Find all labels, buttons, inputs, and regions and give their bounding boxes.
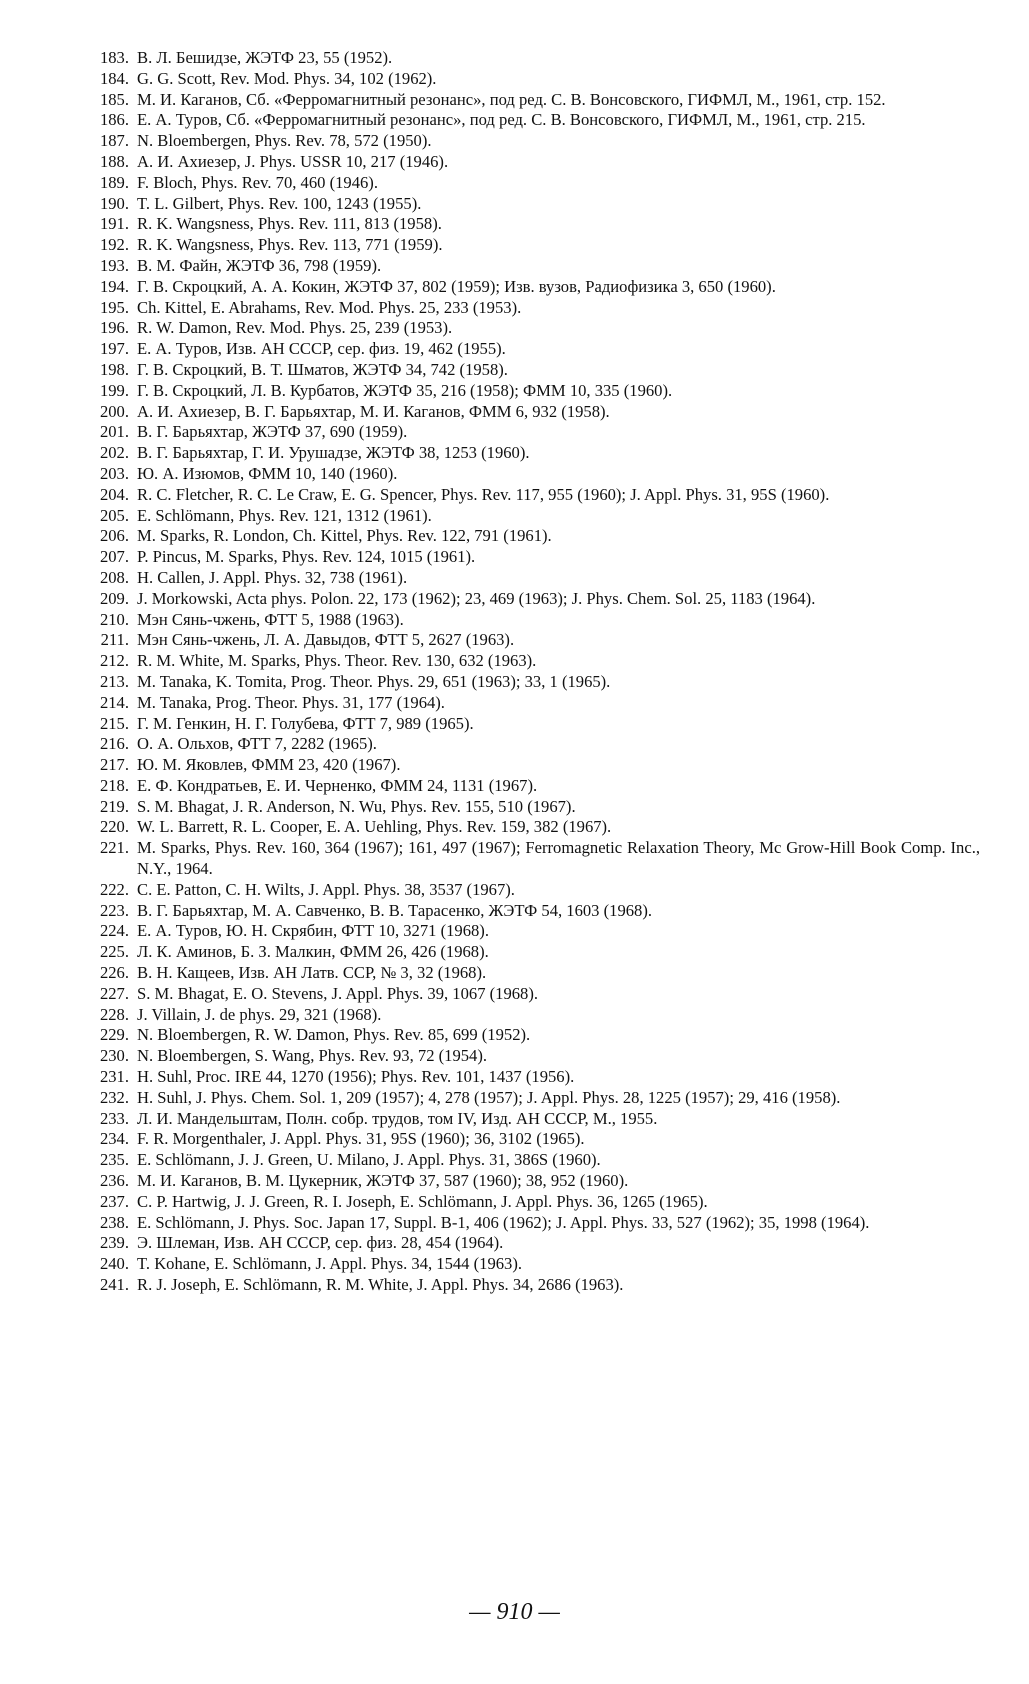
reference-text: М. И. Каганов, В. М. Цукерник, ЖЭТФ 37, 587 (1960); 38, 952 (1960).	[137, 1171, 629, 1191]
reference-text: А. И. Ахиезер, В. Г. Барьяхтар, М. И. Каганов, ФММ 6, 932 (1958).	[137, 401, 610, 421]
reference-text: Е. Ф. Кондратьев, Е. И. Черненко, ФММ 24, 1131 (1967).	[137, 775, 538, 795]
reference-item	[75, 1233, 980, 1254]
reference-item	[75, 90, 980, 111]
reference-text: Мэн Сянь-чжень, Л. А. Давыдов, ФТТ 5, 2627 (1963).	[137, 630, 515, 650]
reference-text: H. Callen, J. Appl. Phys. 32, 738 (1961).	[137, 567, 408, 587]
reference-text: Е. А. Туров, Ю. Н. Скрябин, ФТТ 10, 3271 (1968).	[137, 921, 489, 941]
reference-item	[75, 776, 980, 797]
reference-item	[75, 69, 980, 90]
reference-text: Е. А. Туров, Изв. АН СССР, сер. физ. 19, 462 (1955).	[137, 339, 506, 359]
reference-number: 236.	[99, 1171, 129, 1191]
reference-item	[75, 298, 980, 319]
reference-item	[75, 880, 980, 901]
reference-number: 219.	[99, 796, 129, 816]
reference-text: Л. И. Мандельштам, Полн. собр. трудов, том IV, Изд. АН СССР, М., 1955.	[137, 1108, 658, 1128]
reference-item	[75, 1192, 980, 1213]
reference-number: 234.	[99, 1129, 129, 1149]
reference-number: 204.	[99, 484, 129, 504]
reference-item	[75, 1005, 980, 1026]
reference-number: 223.	[99, 900, 129, 920]
reference-number: 196.	[99, 318, 129, 338]
reference-text: M. Sparks, R. London, Ch. Kittel, Phys. Rev. 122, 791 (1961).	[137, 526, 552, 546]
reference-item	[75, 942, 980, 963]
reference-item	[75, 817, 980, 838]
reference-number: 238.	[99, 1212, 129, 1232]
reference-text: В. Л. Бешидзе, ЖЭТФ 23, 55 (1952).	[137, 48, 393, 67]
reference-text: R. M. White, M. Sparks, Phys. Theor. Rev. 130, 632 (1963).	[137, 651, 537, 671]
reference-number: 228.	[99, 1004, 129, 1024]
reference-text: S. M. Bhagat, E. O. Stevens, J. Appl. Phys. 39, 1067 (1968).	[137, 983, 539, 1003]
reference-item	[75, 402, 980, 423]
reference-text: Г. В. Скроцкий, Л. В. Курбатов, ЖЭТФ 35, 216 (1958); ФММ 10, 335 (1960).	[137, 380, 673, 400]
reference-text: M. Tanaka, Prog. Theor. Phys. 31, 177 (1964).	[137, 692, 445, 712]
reference-item	[75, 464, 980, 485]
reference-number: 240.	[99, 1254, 129, 1274]
reference-text: H. Suhl, Proc. IRE 44, 1270 (1956); Phys. Rev. 101, 1437 (1956).	[137, 1067, 575, 1087]
reference-item	[75, 173, 980, 194]
reference-text: О. А. Ольхов, ФТТ 7, 2282 (1965).	[137, 734, 377, 754]
reference-number: 189.	[99, 172, 129, 192]
reference-number: 183.	[99, 48, 129, 67]
reference-number: 198.	[99, 359, 129, 379]
reference-number: 216.	[99, 734, 129, 754]
reference-item	[75, 610, 980, 631]
reference-item	[75, 48, 980, 69]
reference-text: N. Bloembergen, Phys. Rev. 78, 572 (1950).	[137, 131, 432, 151]
reference-item	[75, 1254, 980, 1275]
reference-item	[75, 485, 980, 506]
reference-text: R. C. Fletcher, R. C. Le Craw, E. G. Spencer, Phys. Rev. 117, 955 (1960); J. Appl. Phys. 31, 95S (1960).	[137, 484, 830, 504]
reference-number: 200.	[99, 401, 129, 421]
reference-item	[75, 1129, 980, 1150]
reference-number: 209.	[99, 588, 129, 608]
reference-text: N. Bloembergen, R. W. Damon, Phys. Rev. 85, 699 (1952).	[137, 1025, 531, 1045]
reference-item	[75, 1067, 980, 1088]
reference-text: Г. М. Генкин, Н. Г. Голубева, ФТТ 7, 989 (1965).	[137, 713, 474, 733]
reference-item	[75, 921, 980, 942]
reference-number: 197.	[99, 339, 129, 359]
reference-text: M. Sparks, Phys. Rev. 160, 364 (1967); 161, 497 (1967); Ferromagnetic Relaxation Theory, Mc Grow-Hill Book Comp. Inc., N.Y., 1964.	[137, 838, 980, 879]
reference-number: 207.	[99, 547, 129, 567]
reference-number: 230.	[99, 1046, 129, 1066]
reference-text: T. Kohane, E. Schlömann, J. Appl. Phys. 34, 1544 (1963).	[137, 1254, 523, 1274]
reference-text: R. K. Wangsness, Phys. Rev. 111, 813 (1958).	[137, 214, 442, 234]
reference-text: C. P. Hartwig, J. J. Green, R. I. Joseph, E. Schlömann, J. Appl. Phys. 36, 1265 (1965).	[137, 1191, 708, 1211]
reference-text: Л. К. Аминов, Б. З. Малкин, ФММ 26, 426 (1968).	[137, 942, 489, 962]
reference-list	[75, 48, 980, 1296]
reference-text: Г. В. Скроцкий, В. Т. Шматов, ЖЭТФ 34, 742 (1958).	[137, 359, 508, 379]
reference-text: Мэн Сянь-чжень, ФТТ 5, 1988 (1963).	[137, 609, 404, 629]
reference-number: 185.	[99, 89, 129, 109]
reference-item	[75, 651, 980, 672]
reference-item	[75, 235, 980, 256]
reference-item	[75, 1109, 980, 1130]
reference-item	[75, 1275, 980, 1296]
reference-number: 202.	[99, 443, 129, 463]
reference-number: 229.	[99, 1025, 129, 1045]
reference-item	[75, 1213, 980, 1234]
reference-item	[75, 734, 980, 755]
reference-number: 195.	[99, 297, 129, 317]
reference-text: Э. Шлеман, Изв. АН СССР, сер. физ. 28, 454 (1964).	[137, 1233, 504, 1253]
reference-text: R. W. Damon, Rev. Mod. Phys. 25, 239 (1953).	[137, 318, 453, 338]
reference-number: 184.	[99, 68, 129, 88]
reference-number: 231.	[99, 1067, 129, 1087]
reference-text: Г. В. Скроцкий, А. А. Кокин, ЖЭТФ 37, 802 (1959); Изв. вузов, Радиофизика 3, 650 (1960).	[137, 276, 776, 296]
reference-item	[75, 318, 980, 339]
page-number: — 910 —	[469, 1599, 560, 1625]
reference-text: P. Pincus, M. Sparks, Phys. Rev. 124, 1015 (1961).	[137, 547, 476, 567]
reference-item	[75, 568, 980, 589]
reference-item	[75, 526, 980, 547]
reference-text: М. И. Каганов, Сб. «Ферромагнитный резонанс», под ред. С. В. Вонсовского, ГИФМЛ, М., 1961, стр. 152.	[137, 89, 886, 109]
reference-text: Ю. М. Яковлев, ФММ 23, 420 (1967).	[137, 755, 401, 775]
reference-item	[75, 714, 980, 735]
reference-text: M. Tanaka, K. Tomita, Prog. Theor. Phys. 29, 651 (1963); 33, 1 (1965).	[137, 671, 611, 691]
reference-number: 199.	[99, 380, 129, 400]
reference-number: 232.	[99, 1087, 129, 1107]
reference-item	[75, 360, 980, 381]
reference-text: E. Schlömann, J. Phys. Soc. Japan 17, Suppl. B-1, 406 (1962); J. Appl. Phys. 33, 527 (1962); 35, 1998 (1964).	[137, 1212, 870, 1232]
reference-item	[75, 672, 980, 693]
reference-item	[75, 339, 980, 360]
reference-number: 205.	[99, 505, 129, 525]
reference-text: А. И. Ахиезер, J. Phys. USSR 10, 217 (1946).	[137, 151, 449, 171]
reference-text: C. E. Patton, C. H. Wilts, J. Appl. Phys. 38, 3537 (1967).	[137, 879, 515, 899]
reference-number: 220.	[99, 817, 129, 837]
reference-item	[75, 214, 980, 235]
reference-text: J. Villain, J. de phys. 29, 321 (1968).	[137, 1004, 382, 1024]
reference-text: E. Schlömann, Phys. Rev. 121, 1312 (1961).	[137, 505, 432, 525]
reference-text: W. L. Barrett, R. L. Cooper, E. A. Uehling, Phys. Rev. 159, 382 (1967).	[137, 817, 612, 837]
reference-number: 224.	[99, 921, 129, 941]
reference-text: Ю. А. Изюмов, ФММ 10, 140 (1960).	[137, 463, 398, 483]
reference-item	[75, 984, 980, 1005]
reference-number: 203.	[99, 463, 129, 483]
reference-item	[75, 630, 980, 651]
reference-item	[75, 152, 980, 173]
reference-number: 239.	[99, 1233, 129, 1253]
reference-item	[75, 693, 980, 714]
reference-item	[75, 194, 980, 215]
reference-text: G. G. Scott, Rev. Mod. Phys. 34, 102 (1962).	[137, 68, 437, 88]
reference-number: 218.	[99, 775, 129, 795]
reference-number: 213.	[99, 671, 129, 691]
reference-number: 194.	[99, 276, 129, 296]
reference-text: F. Bloch, Phys. Rev. 70, 460 (1946).	[137, 172, 378, 192]
reference-text: R. K. Wangsness, Phys. Rev. 113, 771 (1959).	[137, 235, 443, 255]
reference-item	[75, 1171, 980, 1192]
reference-text: В. Г. Барьяхтар, М. А. Савченко, В. В. Тарасенко, ЖЭТФ 54, 1603 (1968).	[137, 900, 653, 920]
reference-item	[75, 1150, 980, 1171]
reference-item	[75, 381, 980, 402]
reference-text: В. М. Файн, ЖЭТФ 36, 798 (1959).	[137, 255, 382, 275]
reference-number: 188.	[99, 151, 129, 171]
reference-text: Е. А. Туров, Сб. «Ферромагнитный резонанс», под ред. С. В. Вонсовского, ГИФМЛ, М., 1961, стр. 215.	[137, 110, 866, 130]
reference-item	[75, 963, 980, 984]
reference-number: 212.	[99, 651, 129, 671]
reference-item	[75, 131, 980, 152]
reference-number: 221.	[99, 838, 129, 858]
reference-number: 206.	[99, 526, 129, 546]
reference-item	[75, 1088, 980, 1109]
reference-number: 211.	[100, 630, 129, 650]
reference-text: В. Н. Кащеев, Изв. АН Латв. ССР, № 3, 32 (1968).	[137, 963, 487, 983]
reference-number: 222.	[99, 879, 129, 899]
reference-number: 225.	[99, 942, 129, 962]
reference-item	[75, 755, 980, 776]
reference-item	[75, 797, 980, 818]
reference-item	[75, 506, 980, 527]
reference-text: H. Suhl, J. Phys. Chem. Sol. 1, 209 (1957); 4, 278 (1957); J. Appl. Phys. 28, 1225 (1957); 29, 416 (1958).	[137, 1087, 841, 1107]
reference-number: 190.	[99, 193, 129, 213]
reference-item	[75, 901, 980, 922]
reference-item	[75, 1025, 980, 1046]
reference-text: J. Morkowski, Acta phys. Polon. 22, 173 (1962); 23, 469 (1963); J. Phys. Chem. Sol. 25, 1183 (1964).	[137, 588, 816, 608]
reference-number: 214.	[99, 692, 129, 712]
reference-number: 193.	[99, 255, 129, 275]
reference-item	[75, 256, 980, 277]
reference-number: 201.	[99, 422, 129, 442]
reference-number: 241.	[99, 1275, 129, 1295]
reference-text: Ch. Kittel, E. Abrahams, Rev. Mod. Phys. 25, 233 (1953).	[137, 297, 522, 317]
reference-item	[75, 1046, 980, 1067]
reference-text: T. L. Gilbert, Phys. Rev. 100, 1243 (1955).	[137, 193, 422, 213]
reference-number: 237.	[99, 1191, 129, 1211]
reference-number: 208.	[99, 567, 129, 587]
reference-number: 233.	[99, 1108, 129, 1128]
reference-item	[75, 838, 980, 880]
reference-number: 235.	[99, 1150, 129, 1170]
reference-text: В. Г. Барьяхтар, Г. И. Урушадзе, ЖЭТФ 38, 1253 (1960).	[137, 443, 530, 463]
reference-item	[75, 422, 980, 443]
reference-number: 210.	[99, 609, 129, 629]
reference-item	[75, 547, 980, 568]
reference-number: 187.	[99, 131, 129, 151]
reference-text: F. R. Morgenthaler, J. Appl. Phys. 31, 95S (1960); 36, 3102 (1965).	[137, 1129, 585, 1149]
reference-text: R. J. Joseph, E. Schlömann, R. M. White, J. Appl. Phys. 34, 2686 (1963).	[137, 1275, 624, 1295]
reference-item	[75, 277, 980, 298]
reference-item	[75, 110, 980, 131]
reference-item	[75, 589, 980, 610]
reference-text: E. Schlömann, J. J. Green, U. Milano, J. Appl. Phys. 31, 386S (1960).	[137, 1150, 601, 1170]
reference-number: 227.	[99, 983, 129, 1003]
reference-number: 226.	[99, 963, 129, 983]
reference-item	[75, 443, 980, 464]
reference-text: S. M. Bhagat, J. R. Anderson, N. Wu, Phys. Rev. 155, 510 (1967).	[137, 796, 576, 816]
reference-number: 186.	[99, 110, 129, 130]
reference-number: 191.	[99, 214, 129, 234]
reference-number: 217.	[99, 755, 129, 775]
reference-text: N. Bloembergen, S. Wang, Phys. Rev. 93, 72 (1954).	[137, 1046, 488, 1066]
reference-text: В. Г. Барьяхтар, ЖЭТФ 37, 690 (1959).	[137, 422, 408, 442]
reference-number: 192.	[99, 235, 129, 255]
reference-number: 215.	[99, 713, 129, 733]
